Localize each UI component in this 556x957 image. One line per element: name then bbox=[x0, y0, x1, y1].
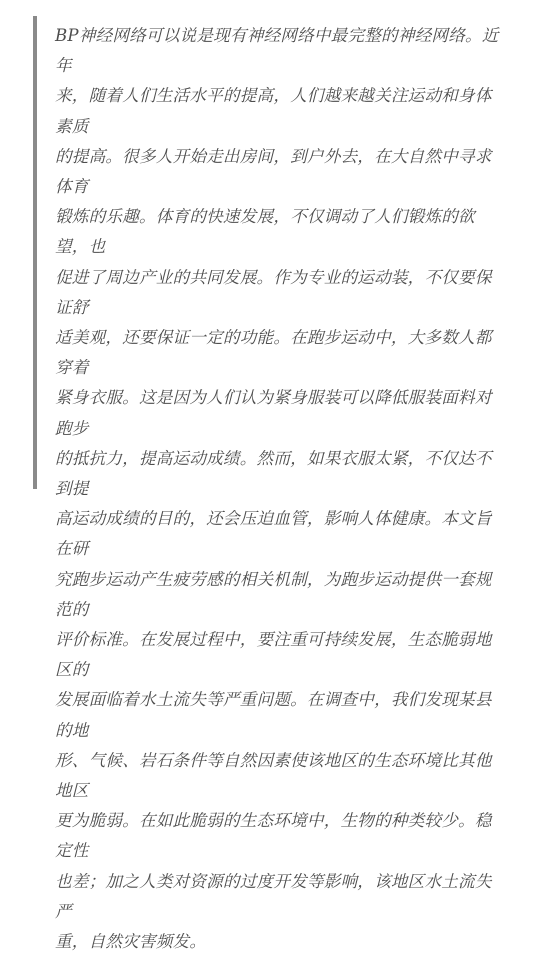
quote-paragraph: BP神经网络可以说是现有神经网络中最完整的神经网络。近年 来，随着人们生活水平的提高，人们越来越关注运动和身体素质 的提高。很多人开始走出房间，到户外去，在大自然中寻求体育 锻炼的乐趣。体育的快速发展，不仅调动了人们锻炼的欲望，也 促进了周边产业的共同发展。作为专业的运动装，不仅要保证舒 适美观，还要保证一定的功能。在跑步运动中，大多数人都穿着 紧身衣服。这是因为人们认为紧身服装可以降低服装面料对跑步 的抵抗力，提高运动成绩。然而，如果衣服太紧，不仅达不到提 高运动成绩的目的，还会压迫血管，影响人体健康。本文旨在研 究跑步运动产生疲劳感的相关机制，为跑步运动提供一套规范的 评价标准。在发展过程中，要注重可持续发展，生态脆弱地区的 发展面临着水土流失等严重问题。在调查中，我们发现某县的地 形、气候、岩石条件等自然因素使该地区的生态环境比其他地区 更为脆弱。在如此脆弱的生态环境中，生物的种类较少。稳定性 也差；加之人类对资源的过度开发等影响，该地区水土流失严 重，自然灾害频发。 bbox=[55, 26, 499, 952]
quote-left-bar bbox=[33, 16, 37, 489]
blockquote bbox=[33, 16, 523, 952]
